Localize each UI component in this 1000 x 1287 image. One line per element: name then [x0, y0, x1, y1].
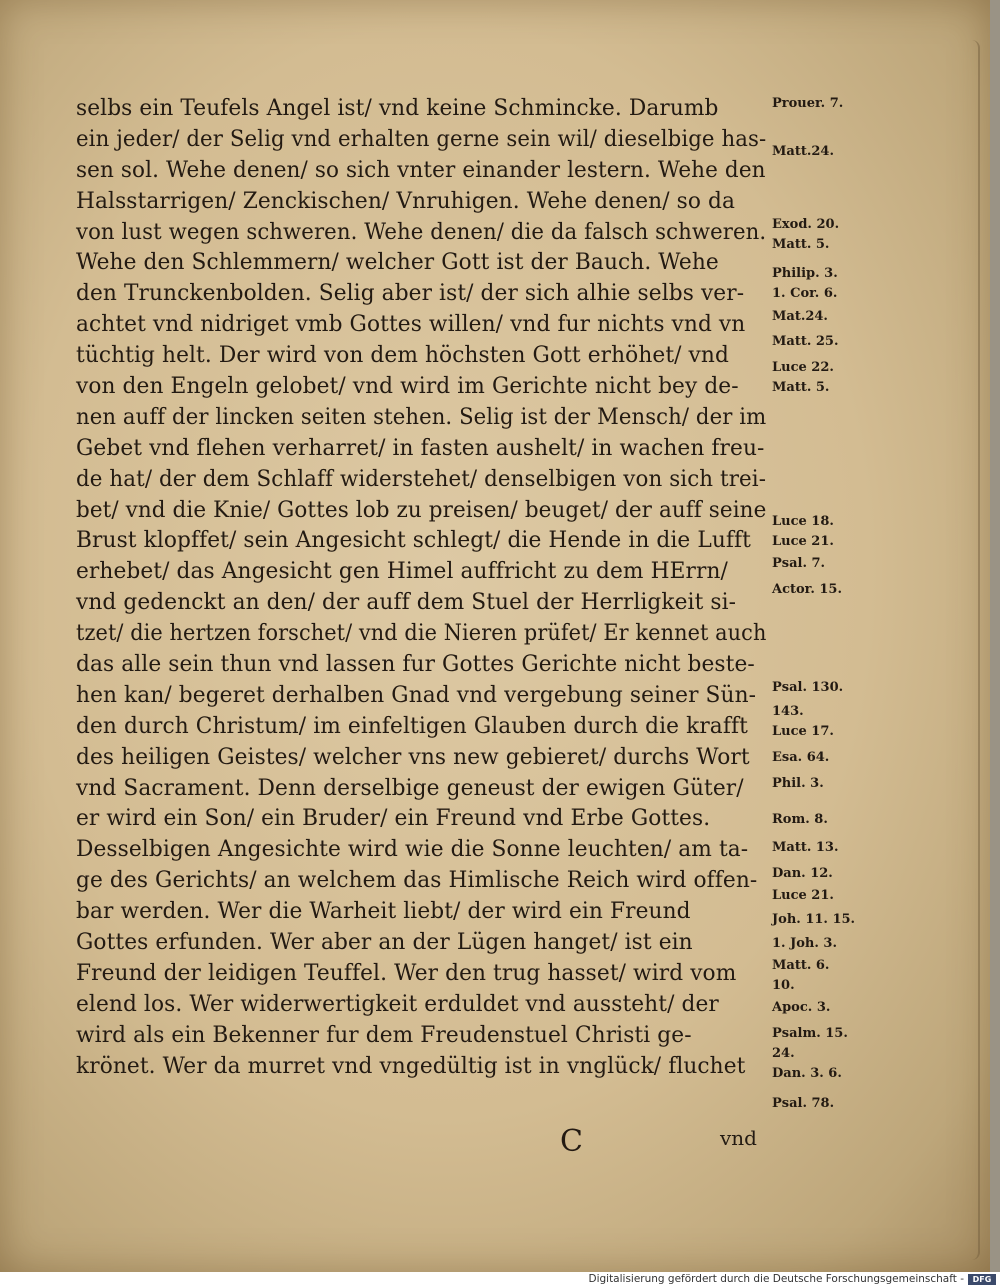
text-line: Gebet vnd flehen verharret/ in fasten aushelt/ in wachen freu- [76, 435, 765, 461]
footer-bar [0, 1272, 1000, 1287]
text-line: bar werden. Wer die Warheit liebt/ der wird ein Freund [76, 899, 691, 925]
margin-note: Dan. 12. [772, 866, 833, 881]
text-line: erhebet/ das Angesicht gen Himel auffricht zu dem HErrn/ [76, 559, 728, 585]
text-line: wird als ein Bekenner fur dem Freudenstuel Christi ge- [76, 1022, 692, 1048]
margin-note: Joh. 11. 15. [772, 912, 856, 927]
margin-note: Matt. 5. [772, 380, 830, 395]
funding-credit: Digitalisierung gefördert durch die Deutsche Forschungsgemeinschaft - [588, 1273, 964, 1285]
margin-note: Psal. 7. [772, 556, 826, 571]
text-line: krönet. Wer da murret vnd vngedültig ist in vnglück/ fluchet [76, 1053, 746, 1079]
margin-note: Luce 22. [772, 360, 834, 375]
margin-note: Matt.24. [772, 144, 834, 159]
text-line: selbs ein Teufels Angel ist/ vnd keine Schmincke. Darumb [76, 96, 719, 121]
margin-note: Matt. 5. [772, 237, 830, 252]
text-line: nen auff der lincken seiten stehen. Selig ist der Mensch/ der im [76, 404, 767, 430]
text-line: vnd gedenckt an den/ der auff dem Stuel der Herrligkeit si- [76, 590, 737, 616]
margin-note: Prouer. 7. [772, 96, 844, 111]
margin-note: Apoc. 3. [772, 1000, 831, 1015]
margin-note: Luce 21. [772, 888, 834, 903]
margin-note: Phil. 3. [772, 776, 824, 791]
text-line: Halsstarrigen/ Zenckischen/ Vnruhigen. Wehe denen/ so da [76, 188, 736, 214]
text-line: tüchtig helt. Der wird von dem höchsten Gott erhöhet/ vnd [76, 343, 729, 369]
margin-note: Luce 21. [772, 534, 834, 549]
text-line: elend los. Wer widerwertigkeit erduldet vnd aussteht/ der [76, 991, 719, 1017]
text-line: er wird ein Son/ ein Bruder/ ein Freund vnd Erbe Gottes. [76, 806, 711, 832]
margin-note: Psal. 130. [772, 680, 844, 695]
margin-note: Luce 18. [772, 514, 834, 529]
text-line: von lust wegen schweren. Wehe denen/ die da falsch schweren. [76, 219, 767, 245]
text-line: bet/ vnd die Knie/ Gottes lob zu preisen/ beuget/ der auff seine [76, 497, 767, 523]
text-line: den Trunckenbolden. Selig aber ist/ der sich alhie selbs ver- [76, 281, 745, 307]
text-line: das alle sein thun vnd lassen fur Gottes Gerichte nicht beste- [76, 652, 755, 678]
margin-note: Philip. 3. [772, 266, 838, 281]
body-text [76, 94, 776, 1083]
margin-note: Psal. 78. [772, 1096, 835, 1111]
text-line: von den Engeln gelobet/ vnd wird im Gerichte nicht bey de- [76, 374, 739, 400]
text-line: vnd Sacrament. Denn derselbige geneust der ewigen Güter/ [76, 775, 744, 801]
text-line: Freund der leidigen Teuffel. Wer den trug hasset/ wird vom [76, 960, 737, 986]
text-line: Brust klopffet/ sein Angesicht schlegt/ die Hende in die Lufft [76, 528, 751, 554]
text-line: den durch Christum/ im einfeltigen Glauben durch die krafft [76, 713, 748, 739]
margin-note: Actor. 15. [772, 582, 843, 597]
margin-note: Mat.24. [772, 309, 828, 324]
page-edge [972, 40, 980, 1260]
text-line: Wehe den Schlemmern/ welcher Gott ist der Bauch. Wehe [76, 250, 719, 276]
text-line: ein jeder/ der Selig vnd erhalten gerne sein wil/ dieselbige has- [76, 126, 767, 152]
text-line: de hat/ der dem Schlaff widerstehet/ denselbigen von sich trei- [76, 466, 767, 492]
margin-note: Matt. 13. [772, 840, 839, 855]
dfg-logo: DFG [968, 1274, 996, 1285]
margin-note: 1. Cor. 6. [772, 286, 838, 301]
text-line: achtet vnd nidriget vmb Gottes willen/ vnd fur nichts vnd vn [76, 312, 746, 338]
margin-note: Exod. 20. [772, 217, 840, 232]
margin-note: 24. [772, 1046, 795, 1061]
signature-mark: C [560, 1124, 583, 1159]
margin-note: Matt. 6. [772, 958, 830, 973]
margin-note: 1. Joh. 3. [772, 936, 837, 951]
text-line: Gottes erfunden. Wer aber an der Lügen hanget/ ist ein [76, 930, 693, 956]
catchword: vnd [720, 1126, 757, 1150]
text-line: tzet/ die hertzen forschet/ vnd die Nieren prüfet/ Er kennet auch [76, 621, 767, 647]
margin-note: Dan. 3. 6. [772, 1066, 842, 1081]
margin-note: Rom. 8. [772, 812, 828, 827]
text-line: sen sol. Wehe denen/ so sich vnter einander lestern. Wehe den [76, 157, 766, 183]
text-line: ge des Gerichts/ an welchem das Himlische Reich wird offen- [76, 868, 758, 894]
text-line: Desselbigen Angesichte wird wie die Sonne leuchten/ am ta- [76, 837, 749, 863]
margin-note: Luce 17. [772, 724, 834, 739]
margin-note: 10. [772, 978, 795, 993]
text-line: des heiligen Geistes/ welcher vns new gebieret/ durchs Wort [76, 744, 750, 770]
margin-note: Matt. 25. [772, 334, 839, 349]
margin-note: Esa. 64. [772, 750, 830, 765]
margin-note: Psalm. 15. [772, 1026, 848, 1041]
margin-note: 143. [772, 704, 804, 719]
text-line: hen kan/ begeret derhalben Gnad vnd vergebung seiner Sün- [76, 682, 757, 708]
